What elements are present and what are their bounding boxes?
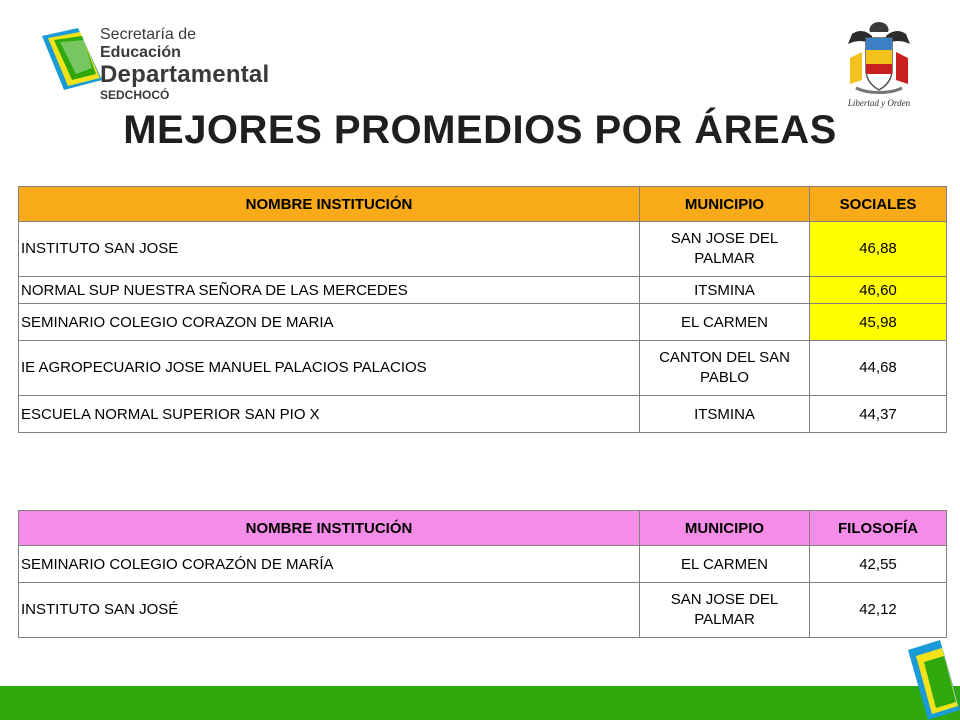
institution-cell: INSTITUTO SAN JOSÉ (19, 583, 640, 638)
municipality-cell: SAN JOSE DEL PALMAR (640, 583, 810, 638)
logo-line-2: Departamental (100, 61, 270, 88)
institution-cell: SEMINARIO COLEGIO CORAZÓN DE MARÍA (19, 546, 640, 583)
table-row (19, 396, 947, 433)
municipality-cell: EL CARMEN (640, 304, 810, 341)
table-header-row (19, 187, 947, 222)
municipality-cell: ITSMINA (640, 396, 810, 433)
logo-line-3: SEDCHOCÓ (100, 88, 170, 102)
header-institution: NOMBRE INSTITUCIÓN (19, 187, 640, 222)
header-score: FILOSOFÍA (810, 511, 947, 546)
institution-cell: NORMAL SUP NUESTRA SEÑORA DE LAS MERCEDES (19, 277, 640, 304)
municipality-cell: EL CARMEN (640, 546, 810, 583)
table-row (19, 583, 947, 638)
score-cell: 44,37 (810, 396, 947, 433)
coat-of-arms-icon (842, 18, 916, 98)
municipality-cell: CANTON DEL SAN PABLO (640, 341, 810, 396)
institution-cell: INSTITUTO SAN JOSE (19, 222, 640, 277)
book-logo-icon (38, 20, 108, 92)
colombia-coat-of-arms (842, 18, 916, 110)
score-cell: 44,68 (810, 341, 947, 396)
score-cell: 46,60 (810, 277, 947, 304)
score-cell: 42,55 (810, 546, 947, 583)
score-cell: 46,88 (810, 222, 947, 277)
crest-motto: Libertad y Orden (847, 98, 911, 108)
header-municipality: MUNICIPIO (640, 187, 810, 222)
score-cell: 45,98 (810, 304, 947, 341)
filosofia-table (18, 510, 947, 638)
score-cell: 42,12 (810, 583, 947, 638)
municipality-cell: SAN JOSE DEL PALMAR (640, 222, 810, 277)
institution-cell: IE AGROPECUARIO JOSE MANUEL PALACIOS PALACIOS (19, 341, 640, 396)
table-row (19, 546, 947, 583)
footer-green-bar (0, 686, 960, 720)
header-score: SOCIALES (810, 187, 947, 222)
table-row (19, 304, 947, 341)
municipality-cell: ITSMINA (640, 277, 810, 304)
institution-cell: SEMINARIO COLEGIO CORAZON DE MARIA (19, 304, 640, 341)
logo-line-1: Secretaría de Educación (100, 26, 197, 61)
header-institution: NOMBRE INSTITUCIÓN (19, 511, 640, 546)
table-header-row (19, 511, 947, 546)
table-row (19, 341, 947, 396)
sociales-table (18, 186, 947, 433)
sedchoco-logo (38, 14, 278, 102)
institution-cell: ESCUELA NORMAL SUPERIOR SAN PIO X (19, 396, 640, 433)
table-row (19, 222, 947, 277)
header-municipality: MUNICIPIO (640, 511, 810, 546)
book-corner-icon (880, 640, 960, 720)
page-title: MEJORES PROMEDIOS POR ÁREAS (123, 108, 837, 152)
table-row (19, 277, 947, 304)
